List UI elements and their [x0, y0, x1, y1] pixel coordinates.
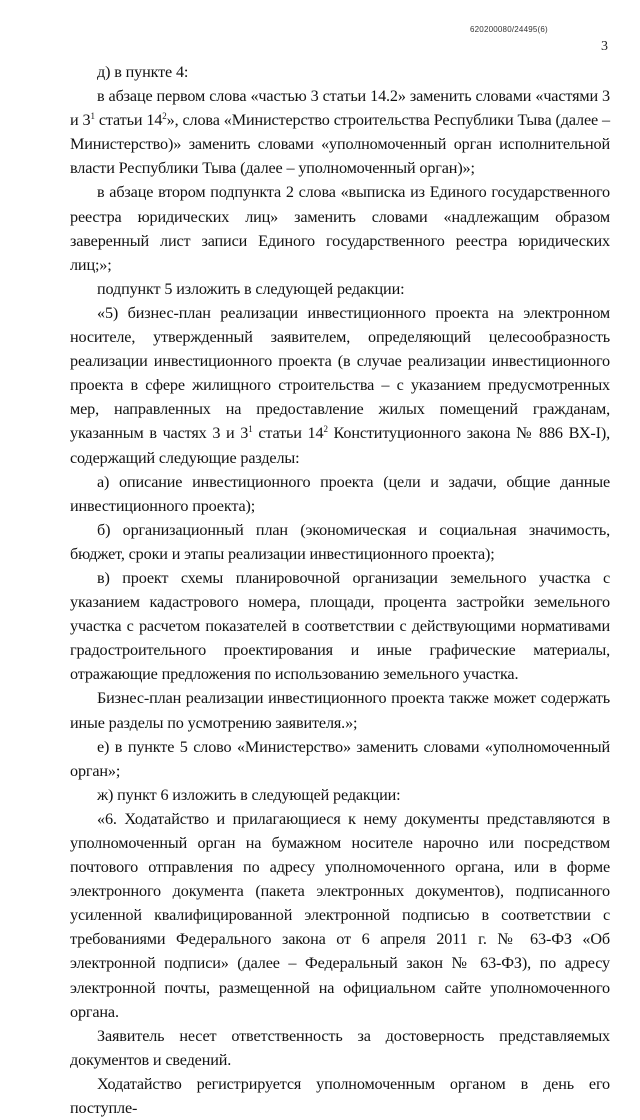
superscript: 2 [162, 111, 167, 122]
paragraph: подпункт 5 изложить в следующей редакции: [97, 279, 405, 298]
paragraph: б) организационный план (экономическая и социальная значимость, бюджет, сроки и этапы реализации инвестиционного проекта); [70, 520, 610, 563]
superscript: 2 [323, 424, 328, 435]
paragraph: д) в пункте 4: [97, 63, 189, 81]
paragraph: а) описание инвестиционного проекта (цели и задачи, общие данные инвестиционного проекта); [70, 472, 610, 515]
paragraph: Бизнес-план реализации инвестиционного проекта также может содержать иные разделы по усмотрению заявителя.»; [70, 689, 610, 732]
superscript: 1 [90, 111, 95, 122]
paragraph: Заявитель несет ответственность за достоверность представляемых документов и сведений. [70, 1026, 610, 1069]
document-code: 620200080/24495(6) [470, 25, 548, 34]
paragraph: Ходатайство регистрируется уполномоченным органом в день его поступле- [70, 1074, 610, 1118]
paragraph: е) в пункте 5 слово «Министерство» заменить словами «уполномоченный орган»; [70, 737, 610, 780]
document-body [70, 60, 610, 1120]
paragraph: «5) бизнес-план реализации инвестиционного проекта на электронном носителе, утвержденный заявителем, определяющий целесообразность реализации инвестиционного проекта (в случае реализации инвестиционного проекта в сфере жилищного строительства – с указанием предусмотренных мер, направленных на предоставление жилых помещений гражданам, указанным в частях 3 и $3^1$ статьи $14^2$ Конституционного закона № 886 ВХ-I), содержащий следующие разделы: [70, 303, 610, 467]
paragraph: в абзаце втором подпункта 2 слова «выписка из Единого государственного реестра юридических лиц» заменить словами «надлежащим образом заверенный лист записи Единого государственного реестра юридических лиц;»; [70, 183, 610, 274]
page-number: 3 [601, 39, 608, 54]
paragraph: ж) пункт 6 изложить в следующей редакции: [97, 785, 401, 804]
paragraph: в) проект схемы планировочной организации земельного участка с указанием кадастрового номера, площади, процента застройки земельного участка с расчетом показателей в соответствии с действующими нормативами градостроительного проектирования и иные графические материалы, отражающие предложения по использованию земельного участка. [70, 568, 610, 684]
paragraph: в абзаце первом слова «частью 3 статьи 14.2» заменить словами «частями 3 и $3^1$ статьи $14^2$», слова «Министерство строительства Республики Тыва (далее – Министерство)» заменить словами «уполномоченный орган исполнительной власти Республики Тыва (далее – уполномоченный орган)»; [70, 87, 610, 178]
superscript: 1 [248, 424, 253, 435]
paragraph: «6. Ходатайство и прилагающиеся к нему документы представляются в уполномоченный орган на бумажном носителе нарочно или посредством почтового отправления по адресу уполномоченного органа, или в форме электронного документа (пакета электронных документов), подписанного усиленной квалифицированной электронной подписью в соответствии с требованиями Федерального закона от 6 апреля 2011 г. № 63-ФЗ «Об электронной подписи» (далее – Федеральный закон № 63-ФЗ), по адресу электронной почты, размещенной на официальном сайте уполномоченного органа. [70, 809, 610, 1021]
